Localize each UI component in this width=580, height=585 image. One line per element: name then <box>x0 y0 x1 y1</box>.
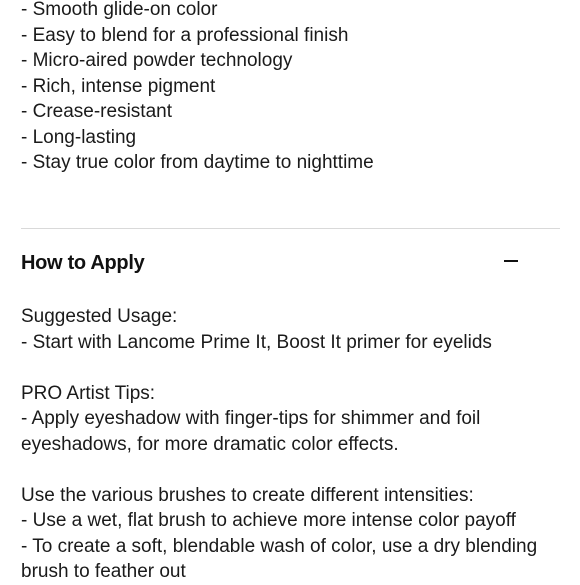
feature-item: - Smooth glide-on color <box>21 0 218 20</box>
pro-tips-heading: PRO Artist Tips: <box>21 382 156 404</box>
feature-item: - Rich, intense pigment <box>21 75 216 97</box>
how-to-apply-content <box>21 304 566 585</box>
feature-item: - Crease-resistant <box>21 101 172 122</box>
minus-icon[interactable] <box>504 260 518 262</box>
features-list <box>21 0 566 176</box>
brushes-text: - To create a soft, blendable wash of color, use a dry blending brush to feather out <box>21 535 538 582</box>
brushes-text: - Use a wet, flat brush to achieve more intense color payoff <box>21 510 516 531</box>
feature-item: - Long-lasting <box>21 126 137 148</box>
feature-item: - Stay true color from daytime to nighttime <box>21 152 374 173</box>
feature-item: - Micro-aired powder technology <box>21 50 293 71</box>
suggested-usage-heading: Suggested Usage: <box>21 306 178 327</box>
brushes-heading: Use the various brushes to create different intensities: <box>21 484 474 506</box>
feature-item: - Easy to blend for a professional finish <box>21 24 349 46</box>
pro-tips-text: - Apply eyeshadow with finger-tips for shimmer and foil eyeshadows, for more dramatic color effects. <box>21 408 481 455</box>
how-to-apply-accordion-header[interactable] <box>21 252 560 280</box>
section-divider <box>21 228 560 229</box>
suggested-usage-text: - Start with Lancome Prime It, Boost It primer for eyelids <box>21 331 492 353</box>
how-to-apply-title: How to Apply <box>21 252 145 274</box>
